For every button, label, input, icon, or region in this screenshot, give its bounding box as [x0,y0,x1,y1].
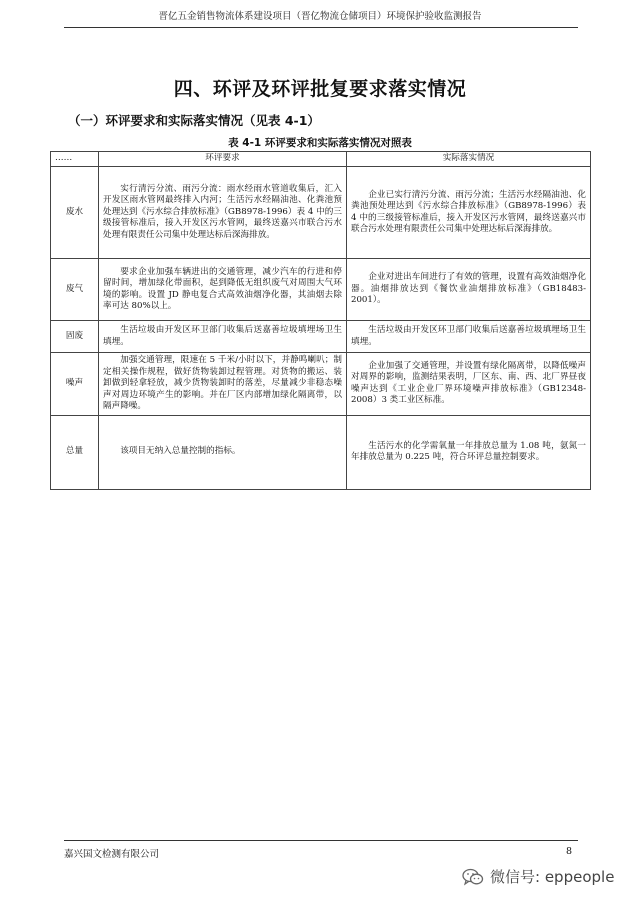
wechat-watermark [462,866,614,887]
row-requirement: 实行清污分流、雨污分流：雨水经雨水管道收集后，汇入开发区雨水管网最终排入内河；生活污水经隔油池、化粪池预处理达到《污水综合排放标准》（GB8978-1996）表 4 中的三级接管标准后，接入开发区污水管网，最终送嘉兴市联合污水处理有限责任公司集中处理达标后深海排放。 [99,167,347,259]
row-actual: 企业加强了交通管理，并设置有绿化隔离带，以降低噪声对周界的影响，监测结果表明，厂区东、南、西、北厂界昼夜噪声达到《工业企业厂界环境噪声排放标准》（GB12348-2008）3 类工业区标准。 [347,353,591,416]
row-category: 废水 [51,167,99,259]
subsection-title: （一）环评要求和实际落实情况（见表 4-1） [68,113,320,128]
row-actual: 企业对进出车间进行了有效的管理，设置有高效油烟净化器。油烟排放达到《餐饮业油烟排放标准》（GB18483-2001）。 [347,259,591,321]
section-title: 四、环评及环评批复要求落实情况 [173,78,467,100]
wechat-icon [462,868,484,886]
row-category: 废气 [51,259,99,321]
row-actual: 企业已实行清污分流、雨污分流；生活污水经隔油池、化粪池预处理达到《污水综合排放标准》（GB8978-1996）表 4 中的三级接管标准后，接入开发区污水管网，最终送嘉兴市联合污水处理有限责任公司集中处理达标后深海排放。 [347,167,591,259]
row-requirement: 生活垃圾由开发区环卫部门收集后送嘉善垃圾填埋场卫生填埋。 [99,321,347,353]
table-row [51,353,591,416]
row-requirement: 该项目无纳入总量控制的指标。 [99,415,347,489]
row-requirement: 要求企业加强车辆进出的交通管理，减少汽车的行进和停留时间，增加绿化带面积，起到降低无组织废气对周围大气环境的影响。设置 JD 静电复合式高效油烟净化器，其油烟去除率可达 80%以上。 [99,259,347,321]
row-actual: 生活污水的化学需氧量一年排放总量为 1.08 吨，氨氮一年排放总量为 0.225 吨，符合环评总量控制要求。 [347,415,591,489]
table-caption: 表 4-1 环评要求和实际落实情况对照表 [228,137,412,149]
footer-divider [64,840,578,841]
row-requirement: 加强交通管理，限速在 5 千米/小时以下，并静鸣喇叭；制定相关操作规程，做好货物装卸过程管理。对货物的搬运、装卸做到轻拿轻放，减少货物装卸时的落差，尽量减少非稳态噪声对周边环境产生的影响。并在厂区内部增加绿化隔离带，以隔声降噪。 [99,353,347,416]
page-header-title: 晋亿五金销售物流体系建设项目（晋亿物流仓储项目）环境保护验收监测报告 [158,11,482,22]
row-category: 噪声 [51,353,99,416]
row-category: 固废 [51,321,99,353]
table-row [51,415,591,489]
watermark-text: 微信号: eppeople [490,868,615,886]
header-cell-requirement: 环评要求 [99,152,347,167]
comparison-table [50,151,591,490]
table-header-row [51,152,591,167]
table-row [51,321,591,353]
table-row [51,167,591,259]
page-number: 8 [566,846,573,857]
header-divider [64,27,578,28]
header-cell-category: …… [51,152,99,167]
footer-company: 嘉兴国文检测有限公司 [64,849,160,860]
row-category: 总量 [51,415,99,489]
table-row [51,259,591,321]
header-cell-actual: 实际落实情况 [347,152,591,167]
row-actual: 生活垃圾由开发区环卫部门收集后送嘉善垃圾填埋场卫生填埋。 [347,321,591,353]
